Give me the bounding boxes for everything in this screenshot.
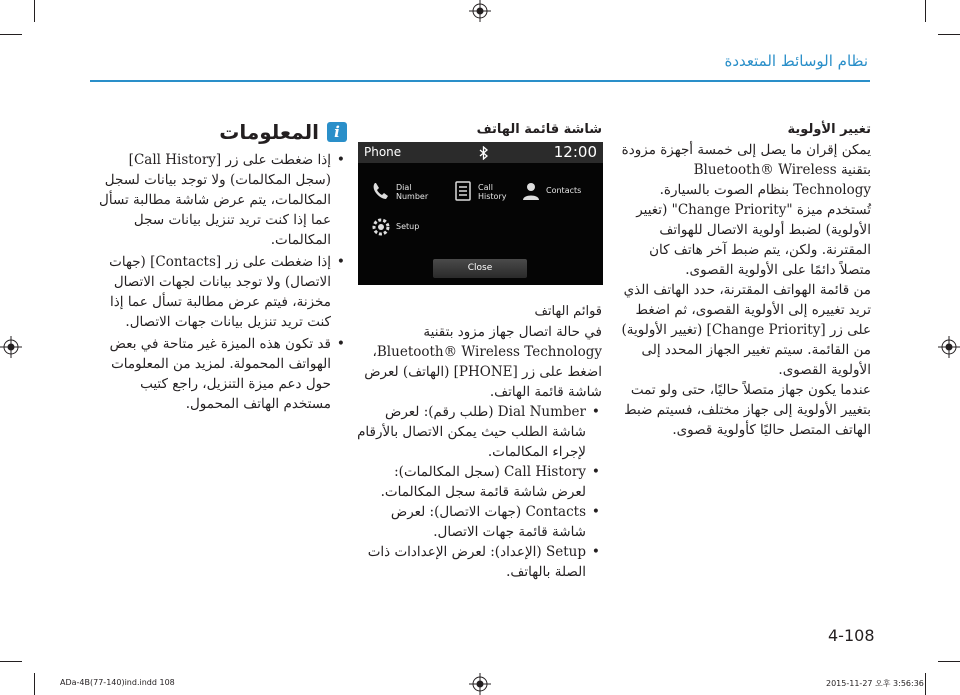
- crop-mark-bottom-left-v: [34, 673, 35, 695]
- screen-phone-label: Phone: [364, 145, 402, 159]
- phone-menus-intro: في حالة اتصال جهاز مزود بتقنية Bluetooth® Wireless Technology، اضغط على زر [PHONE] (الهاتف) لعرض شاشة قائمة الهاتف.: [364, 324, 602, 400]
- contacts-icon: [520, 180, 542, 202]
- crop-mark-top-right-v: [925, 0, 926, 22]
- crop-mark-bottom-right-v: [925, 673, 926, 695]
- screen-clock: 12:00: [553, 143, 597, 161]
- registration-mark-right-icon: [938, 336, 960, 358]
- footer-timestamp: 2015-11-27 오후 3:56:36: [826, 679, 924, 688]
- dial-label-line2: Number: [396, 192, 429, 201]
- priority-paragraph-3: من قائمة الهواتف المقترنة، حدد الهاتف الذي تريد تغييره إلى الأولوية القصوى، ثم اضغط على زر [Change Priority] (تغيير الأولوية) من القائمة. سيتم تغيير الجهاز المحدد إلى الأولوية القصوى.: [621, 282, 871, 378]
- info-item-call-history: • إذا ضغطت على زر [Call History] (سجل المكالمات) ولا توجد بيانات لسجل المكالمات، يتم عرض شاشة مطالبة تسأل عما إذا كنت تريد تنزيل بيانات سجل المكالمات.: [95, 150, 347, 250]
- registration-mark-bottom-icon: [469, 673, 491, 695]
- phone-menus-section: [357, 302, 602, 582]
- contacts-label: Contacts: [546, 186, 582, 195]
- info-item-availability: • قد تكون هذه الميزة غير متاحة في بعض الهواتف المحمولة. لمزيد من المعلومات حول دعم ميزة التنزيل، راجع كتيب مستخدم الهاتف المحمول.: [95, 334, 347, 414]
- crop-mark-top-left-v: [34, 0, 35, 22]
- call-label-line2: History: [478, 192, 507, 201]
- info-item-contacts: • إذا ضغطت على زر [Contacts] (جهات الاتصال) ولا توجد بيانات لجهات الاتصال مخزنة، فيتم عرض مطالبة تسأل عما إذا كنت تريد تنزيل بيانات جهات الاتصال.: [95, 252, 347, 332]
- crop-mark-bottom-right-h: [938, 661, 960, 662]
- list-item-setup: • Setup (الإعداد): لعرض الإعدادات ذات الصلة بالهاتف.: [357, 542, 602, 582]
- gear-icon: [370, 216, 392, 238]
- phone-menus-list: [357, 402, 602, 582]
- list-item-dial-number: • Dial Number (طلب رقم): لعرض شاشة الطلب حيث يمكن الاتصال بالأرقام لإجراء المكالمات.: [357, 402, 602, 462]
- crop-mark-top-right-h: [938, 34, 960, 35]
- setup-label: Setup: [396, 222, 420, 231]
- information-title: المعلومات: [219, 120, 319, 144]
- priority-section: [618, 120, 871, 440]
- priority-paragraph-1: يمكن إقران ما يصل إلى خمسة أجهزة مزودة بتقنية Bluetooth® Wireless Technology بنظام الصوت بالسيارة.: [621, 142, 871, 198]
- crop-mark-top-left-h: [0, 34, 22, 35]
- close-button[interactable]: Close: [433, 259, 527, 278]
- phone-handset-icon: [370, 180, 392, 202]
- list-item-call-history: • Call History (سجل المكالمات): لعرض شاشة قائمة سجل المكالمات.: [357, 462, 602, 502]
- page-number: 4-108: [828, 626, 875, 645]
- header-rule: [90, 80, 870, 82]
- registration-mark-top-icon: [469, 0, 491, 22]
- priority-paragraph-2: تُستخدم ميزة "Change Priority" (تغيير الأولوية) لضبط أولوية الاتصال للهواتف المقترنة. ولكن، يتم ضبط آخر هاتف كان متصلاً دائمًا على الأولوية القصوى.: [636, 202, 871, 278]
- bluetooth-icon: [478, 146, 490, 160]
- registration-mark-left-icon: [0, 336, 22, 358]
- call-history-icon: [452, 180, 474, 202]
- call-label-line1: Call: [478, 183, 493, 192]
- phone-menu-screenshot: [358, 142, 603, 285]
- phone-menus-subheading: قوائم الهاتف: [534, 304, 602, 319]
- footer-file-name: ADa-4B(77-140)ind.indd 108: [60, 678, 175, 687]
- info-icon: i: [327, 122, 347, 142]
- phone-menu-heading: شاشة قائمة الهاتف: [476, 122, 602, 137]
- crop-mark-bottom-left-h: [0, 661, 22, 662]
- information-box: [95, 122, 347, 416]
- priority-paragraph-4: عندما يكون جهاز متصلاً حاليًا، حتى ولو تمت بتغيير الأولوية إلى جهاز مختلف، فسيتم ضبط الهاتف المتصل حاليًا كأولوية قصوى.: [624, 382, 871, 438]
- list-item-contacts: • Contacts (جهات الاتصال): لعرض شاشة قائمة جهات الاتصال.: [357, 502, 602, 542]
- priority-heading: تغيير الأولوية: [787, 122, 871, 137]
- information-list: [95, 150, 347, 414]
- section-title: نظام الوسائط المتعددة: [724, 52, 868, 70]
- phone-menu-heading-wrap: [357, 120, 602, 140]
- dial-label-line1: Dial: [396, 183, 412, 192]
- information-header: [95, 122, 347, 142]
